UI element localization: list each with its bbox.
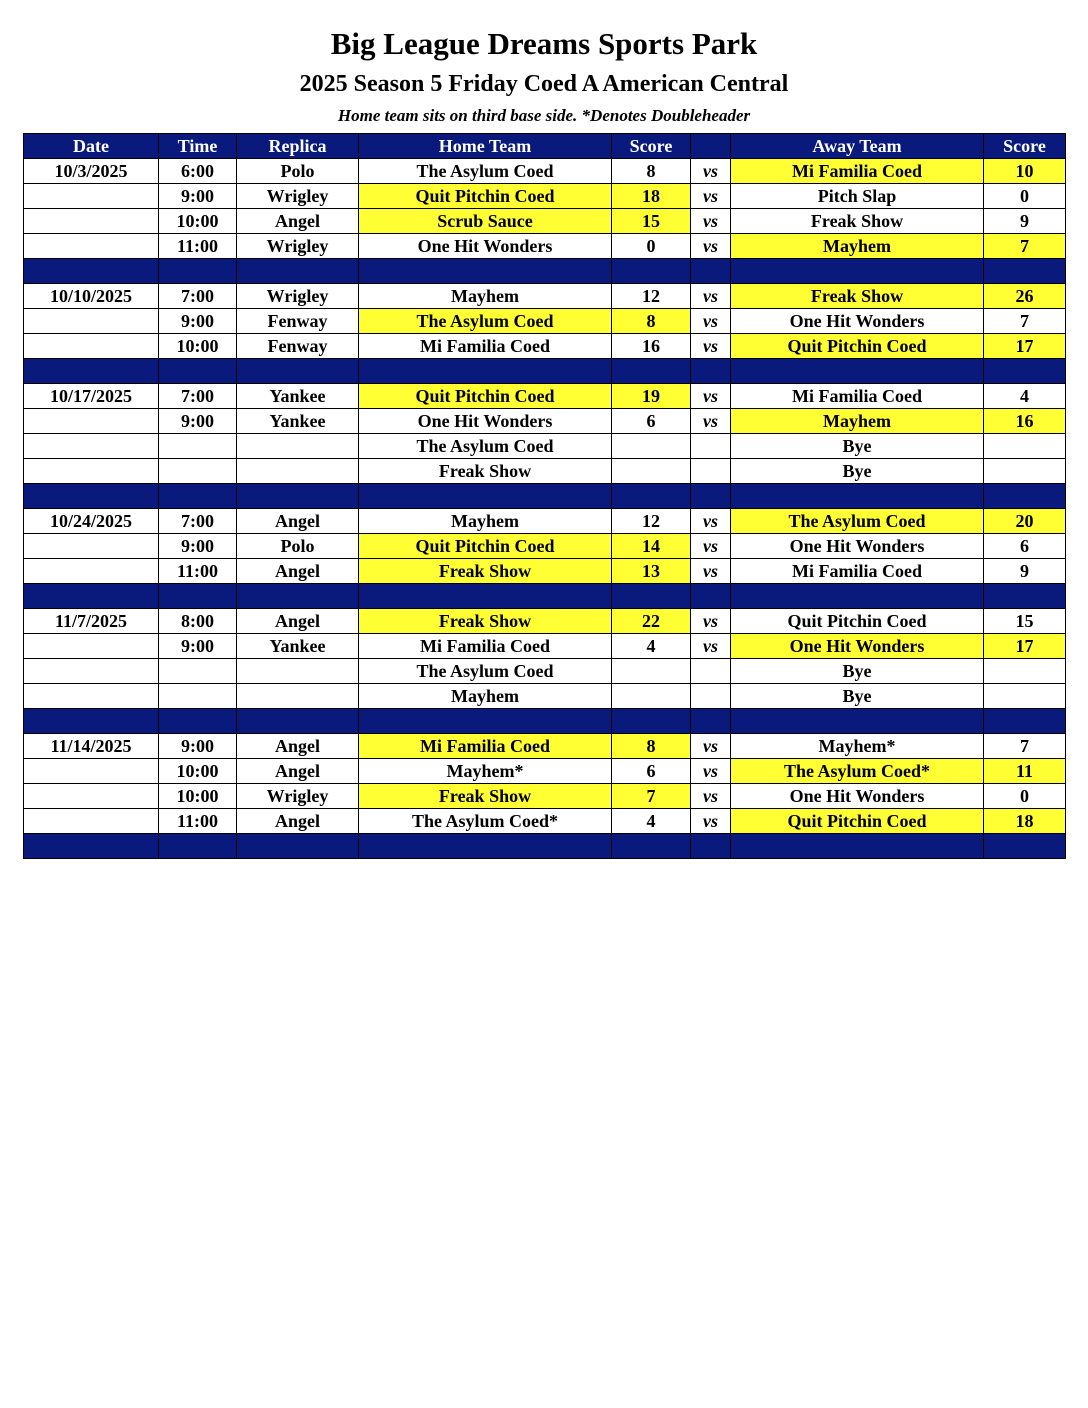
cell-away-score: 7 [984,234,1066,259]
cell-time: 7:00 [159,384,237,409]
separator-cell [359,359,612,384]
separator-cell [731,484,984,509]
cell-date [24,209,159,234]
cell-date: 11/7/2025 [24,609,159,634]
header-date: Date [24,134,159,159]
cell-date [24,184,159,209]
separator-cell [237,834,359,859]
cell-home-team: Freak Show [359,459,612,484]
separator-cell [237,484,359,509]
cell-away-score: 20 [984,509,1066,534]
cell-away-team: Bye [731,459,984,484]
cell-vs: vs [691,734,731,759]
cell-vs: vs [691,559,731,584]
page-subtitle: 2025 Season 5 Friday Coed A American Central [299,71,789,97]
cell-away-team: Mi Familia Coed [731,559,984,584]
table-row [24,284,1066,309]
cell-home-team: Scrub Sauce [359,209,612,234]
separator-cell [984,484,1066,509]
separator-cell [984,834,1066,859]
cell-replica: Polo [237,159,359,184]
cell-time [159,434,237,459]
cell-away-team: Pitch Slap [731,184,984,209]
table-row [24,234,1066,259]
cell-date [24,434,159,459]
cell-away-score: 6 [984,534,1066,559]
cell-vs: vs [691,159,731,184]
cell-date [24,534,159,559]
cell-away-score: 15 [984,609,1066,634]
cell-home-team: Mi Familia Coed [359,734,612,759]
header-replica: Replica [237,134,359,159]
separator-cell [24,709,159,734]
cell-replica: Angel [237,509,359,534]
cell-away-score: 16 [984,409,1066,434]
cell-date [24,234,159,259]
cell-date: 11/14/2025 [24,734,159,759]
cell-replica: Fenway [237,309,359,334]
cell-home-score [612,684,691,709]
table-row [24,409,1066,434]
schedule-note: Home team sits on third base side. *Denotes Doubleheader [337,106,751,125]
separator-cell [984,259,1066,284]
cell-home-score: 7 [612,784,691,809]
cell-home-score: 8 [612,309,691,334]
table-row [24,334,1066,359]
separator-cell [691,709,731,734]
separator-row [24,709,1066,734]
cell-replica: Angel [237,209,359,234]
cell-home-score: 6 [612,409,691,434]
table-row [24,209,1066,234]
cell-vs: vs [691,784,731,809]
cell-home-team: Quit Pitchin Coed [359,184,612,209]
cell-time: 11:00 [159,559,237,584]
cell-away-score [984,459,1066,484]
cell-time: 9:00 [159,309,237,334]
cell-date: 10/24/2025 [24,509,159,534]
separator-cell [612,484,691,509]
cell-replica: Wrigley [237,184,359,209]
cell-time: 10:00 [159,209,237,234]
cell-date [24,309,159,334]
cell-away-team: Mayhem [731,409,984,434]
cell-away-team: Quit Pitchin Coed [731,334,984,359]
separator-cell [237,259,359,284]
cell-replica: Yankee [237,384,359,409]
cell-away-score [984,684,1066,709]
table-header-row [24,134,1066,159]
cell-away-team: Mi Familia Coed [731,384,984,409]
cell-time: 9:00 [159,734,237,759]
cell-time: 10:00 [159,334,237,359]
separator-cell [237,584,359,609]
separator-cell [691,359,731,384]
schedule-table [23,133,1066,859]
cell-away-team: The Asylum Coed [731,509,984,534]
cell-away-score: 0 [984,184,1066,209]
separator-cell [159,834,237,859]
cell-home-team: The Asylum Coed [359,159,612,184]
cell-away-team: The Asylum Coed* [731,759,984,784]
cell-vs: vs [691,634,731,659]
cell-home-score: 15 [612,209,691,234]
cell-home-score: 18 [612,184,691,209]
cell-vs: vs [691,384,731,409]
cell-away-team: Mayhem [731,234,984,259]
cell-replica: Angel [237,734,359,759]
cell-away-team: Bye [731,684,984,709]
cell-home-team: Mi Familia Coed [359,334,612,359]
separator-cell [731,359,984,384]
cell-date [24,809,159,834]
cell-home-score: 0 [612,234,691,259]
cell-home-team: Mayhem [359,684,612,709]
table-row [24,784,1066,809]
cell-time: 7:00 [159,509,237,534]
separator-cell [691,834,731,859]
cell-home-team: Mayhem* [359,759,612,784]
cell-away-team: Quit Pitchin Coed [731,609,984,634]
cell-time: 9:00 [159,634,237,659]
separator-cell [984,584,1066,609]
cell-replica: Wrigley [237,284,359,309]
table-row [24,759,1066,784]
cell-away-team: Bye [731,659,984,684]
table-row [24,434,1066,459]
separator-row [24,484,1066,509]
separator-cell [359,259,612,284]
cell-replica: Fenway [237,334,359,359]
cell-vs: vs [691,759,731,784]
separator-cell [731,259,984,284]
table-row [24,159,1066,184]
header-home-team: Home Team [359,134,612,159]
cell-time: 10:00 [159,759,237,784]
cell-vs [691,684,731,709]
separator-cell [159,584,237,609]
cell-home-team: One Hit Wonders [359,409,612,434]
table-row [24,534,1066,559]
cell-home-score: 12 [612,509,691,534]
cell-time: 9:00 [159,534,237,559]
cell-time: 11:00 [159,809,237,834]
cell-away-score: 26 [984,284,1066,309]
separator-row [24,834,1066,859]
separator-cell [24,584,159,609]
cell-away-team: One Hit Wonders [731,634,984,659]
cell-vs: vs [691,234,731,259]
cell-time: 9:00 [159,184,237,209]
header-vs [691,134,731,159]
cell-away-team: Mayhem* [731,734,984,759]
separator-cell [359,584,612,609]
cell-replica: Wrigley [237,234,359,259]
separator-cell [984,359,1066,384]
cell-vs: vs [691,309,731,334]
cell-vs: vs [691,184,731,209]
cell-date: 10/3/2025 [24,159,159,184]
cell-replica [237,684,359,709]
table-row [24,559,1066,584]
cell-date [24,659,159,684]
separator-cell [24,359,159,384]
separator-cell [731,709,984,734]
cell-away-score: 7 [984,734,1066,759]
cell-vs: vs [691,534,731,559]
separator-cell [612,834,691,859]
cell-home-score [612,434,691,459]
separator-cell [159,709,237,734]
separator-cell [24,259,159,284]
cell-home-score: 16 [612,334,691,359]
separator-cell [359,834,612,859]
cell-time: 7:00 [159,284,237,309]
cell-away-score [984,659,1066,684]
separator-cell [24,834,159,859]
cell-away-score: 11 [984,759,1066,784]
separator-cell [691,259,731,284]
cell-away-score: 4 [984,384,1066,409]
cell-home-score: 8 [612,159,691,184]
separator-cell [731,584,984,609]
cell-away-score: 17 [984,634,1066,659]
separator-cell [359,484,612,509]
cell-away-team: Freak Show [731,284,984,309]
table-row [24,634,1066,659]
header-time: Time [159,134,237,159]
cell-home-score: 6 [612,759,691,784]
cell-home-score: 13 [612,559,691,584]
table-row [24,659,1066,684]
cell-home-score: 4 [612,634,691,659]
cell-home-team: Freak Show [359,559,612,584]
table-row [24,384,1066,409]
cell-home-score: 8 [612,734,691,759]
separator-cell [612,584,691,609]
cell-away-score: 9 [984,209,1066,234]
table-row [24,609,1066,634]
separator-cell [612,709,691,734]
table-row [24,309,1066,334]
cell-date: 10/10/2025 [24,284,159,309]
cell-home-team: Mi Familia Coed [359,634,612,659]
cell-replica: Angel [237,559,359,584]
cell-home-score [612,659,691,684]
cell-date: 10/17/2025 [24,384,159,409]
separator-cell [159,484,237,509]
header-away-score: Score [984,134,1066,159]
cell-home-team: Mayhem [359,284,612,309]
cell-home-score: 12 [612,284,691,309]
cell-time: 10:00 [159,784,237,809]
cell-replica: Polo [237,534,359,559]
separator-cell [691,584,731,609]
cell-date [24,684,159,709]
cell-replica: Angel [237,609,359,634]
table-row [24,459,1066,484]
cell-vs [691,459,731,484]
cell-vs: vs [691,609,731,634]
cell-replica: Angel [237,759,359,784]
cell-away-team: Bye [731,434,984,459]
table-row [24,809,1066,834]
cell-away-team: One Hit Wonders [731,534,984,559]
separator-cell [237,359,359,384]
cell-vs [691,659,731,684]
cell-away-team: Quit Pitchin Coed [731,809,984,834]
cell-home-team: The Asylum Coed* [359,809,612,834]
separator-cell [612,359,691,384]
cell-home-team: One Hit Wonders [359,234,612,259]
cell-home-team: Quit Pitchin Coed [359,384,612,409]
separator-row [24,259,1066,284]
cell-away-score [984,434,1066,459]
cell-date [24,634,159,659]
cell-home-team: The Asylum Coed [359,659,612,684]
cell-date [24,409,159,434]
cell-vs: vs [691,209,731,234]
header-away-team: Away Team [731,134,984,159]
header-home-score: Score [612,134,691,159]
cell-home-team: Mayhem [359,509,612,534]
cell-replica [237,434,359,459]
cell-home-team: Freak Show [359,609,612,634]
cell-time: 6:00 [159,159,237,184]
cell-home-score: 19 [612,384,691,409]
cell-replica: Yankee [237,634,359,659]
cell-home-team: Quit Pitchin Coed [359,534,612,559]
cell-vs [691,434,731,459]
cell-away-score: 9 [984,559,1066,584]
separator-row [24,359,1066,384]
cell-vs: vs [691,809,731,834]
cell-time [159,459,237,484]
table-row [24,684,1066,709]
separator-cell [612,259,691,284]
cell-replica: Wrigley [237,784,359,809]
cell-replica [237,659,359,684]
cell-home-score [612,459,691,484]
cell-away-score: 0 [984,784,1066,809]
cell-home-score: 22 [612,609,691,634]
cell-replica: Yankee [237,409,359,434]
cell-time: 8:00 [159,609,237,634]
cell-date [24,759,159,784]
cell-away-team: One Hit Wonders [731,784,984,809]
cell-away-team: Freak Show [731,209,984,234]
separator-cell [159,359,237,384]
cell-home-score: 4 [612,809,691,834]
table-row [24,509,1066,534]
cell-replica: Angel [237,809,359,834]
cell-time: 9:00 [159,409,237,434]
cell-time [159,684,237,709]
separator-cell [24,484,159,509]
cell-away-team: Mi Familia Coed [731,159,984,184]
separator-cell [731,834,984,859]
cell-home-score: 14 [612,534,691,559]
cell-away-score: 18 [984,809,1066,834]
separator-cell [691,484,731,509]
separator-cell [159,259,237,284]
page-title: Big League Dreams Sports Park [330,26,758,61]
cell-away-team: One Hit Wonders [731,309,984,334]
cell-away-score: 10 [984,159,1066,184]
separator-row [24,584,1066,609]
table-row [24,184,1066,209]
separator-cell [237,709,359,734]
cell-vs: vs [691,409,731,434]
cell-home-team: The Asylum Coed [359,309,612,334]
cell-date [24,459,159,484]
cell-vs: vs [691,284,731,309]
cell-home-team: Freak Show [359,784,612,809]
cell-date [24,334,159,359]
cell-vs: vs [691,509,731,534]
separator-cell [359,709,612,734]
table-row [24,734,1066,759]
cell-vs: vs [691,334,731,359]
schedule-body [24,159,1066,859]
cell-time: 11:00 [159,234,237,259]
cell-away-score: 7 [984,309,1066,334]
cell-home-team: The Asylum Coed [359,434,612,459]
cell-time [159,659,237,684]
cell-away-score: 17 [984,334,1066,359]
separator-cell [984,709,1066,734]
cell-date [24,784,159,809]
cell-replica [237,459,359,484]
cell-date [24,559,159,584]
